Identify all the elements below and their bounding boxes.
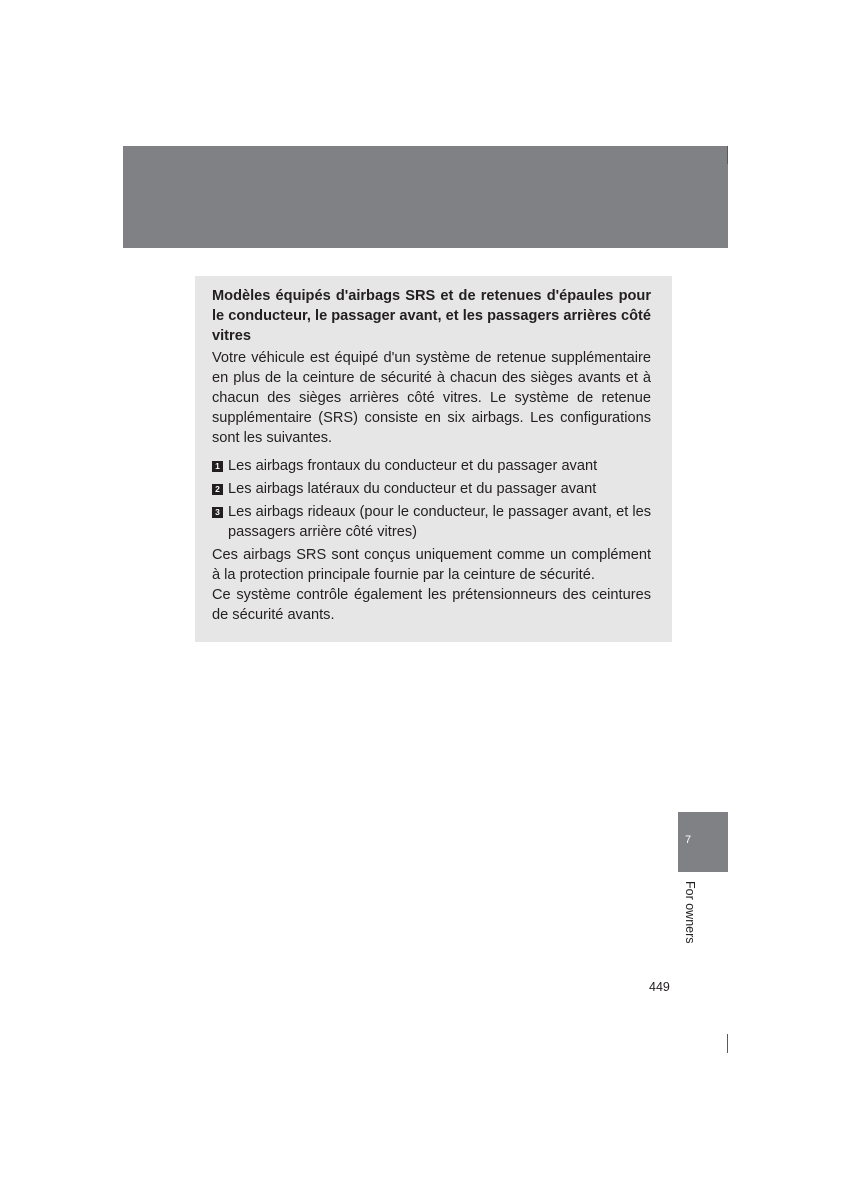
number-badge-1: 1 [212, 461, 223, 472]
list-item [212, 502, 651, 542]
number-badge-3: 3 [212, 507, 223, 518]
chapter-tab [678, 812, 728, 872]
list-item [212, 479, 651, 499]
note-complement: Ces airbags SRS sont conçus uniquement comme un complément à la protection principale fournie par la ceinture de sécurité. [212, 547, 651, 583]
chapter-label: For owners [683, 881, 697, 944]
info-intro: Votre véhicule est équipé d'un système de retenue supplémentaire en plus de la ceinture de sécurité à chacun des sièges avants et à chacun des sièges arrières côté vitres. Le système de retenue supplémentaire (SRS) consiste en six airbags. Les configurations sont les suivantes. [212, 350, 651, 446]
crop-mark-top [727, 146, 728, 164]
airbag-list [212, 456, 651, 542]
header-band [123, 146, 728, 248]
note-pretensioners: Ce système contrôle également les prétensionneurs des ceintures de sécurité avants. [212, 587, 651, 623]
list-item-text: Les airbags latéraux du conducteur et du passager avant [228, 481, 597, 497]
number-badge-2: 2 [212, 484, 223, 495]
list-item [212, 456, 651, 476]
list-item-text: Les airbags frontaux du conducteur et du passager avant [228, 458, 598, 474]
page-number: 449 [649, 980, 670, 994]
chapter-number: 7 [685, 834, 692, 846]
list-item-text: Les airbags rideaux (pour le conducteur, le passager avant, et les passagers arrière côté vitres) [228, 504, 651, 540]
crop-mark-bottom [727, 1034, 728, 1053]
info-box [195, 276, 672, 642]
info-title: Modèles équipés d'airbags SRS et de retenues d'épaules pour le conducteur, le passager avant, et les passagers arrières côté vitres [212, 288, 651, 344]
